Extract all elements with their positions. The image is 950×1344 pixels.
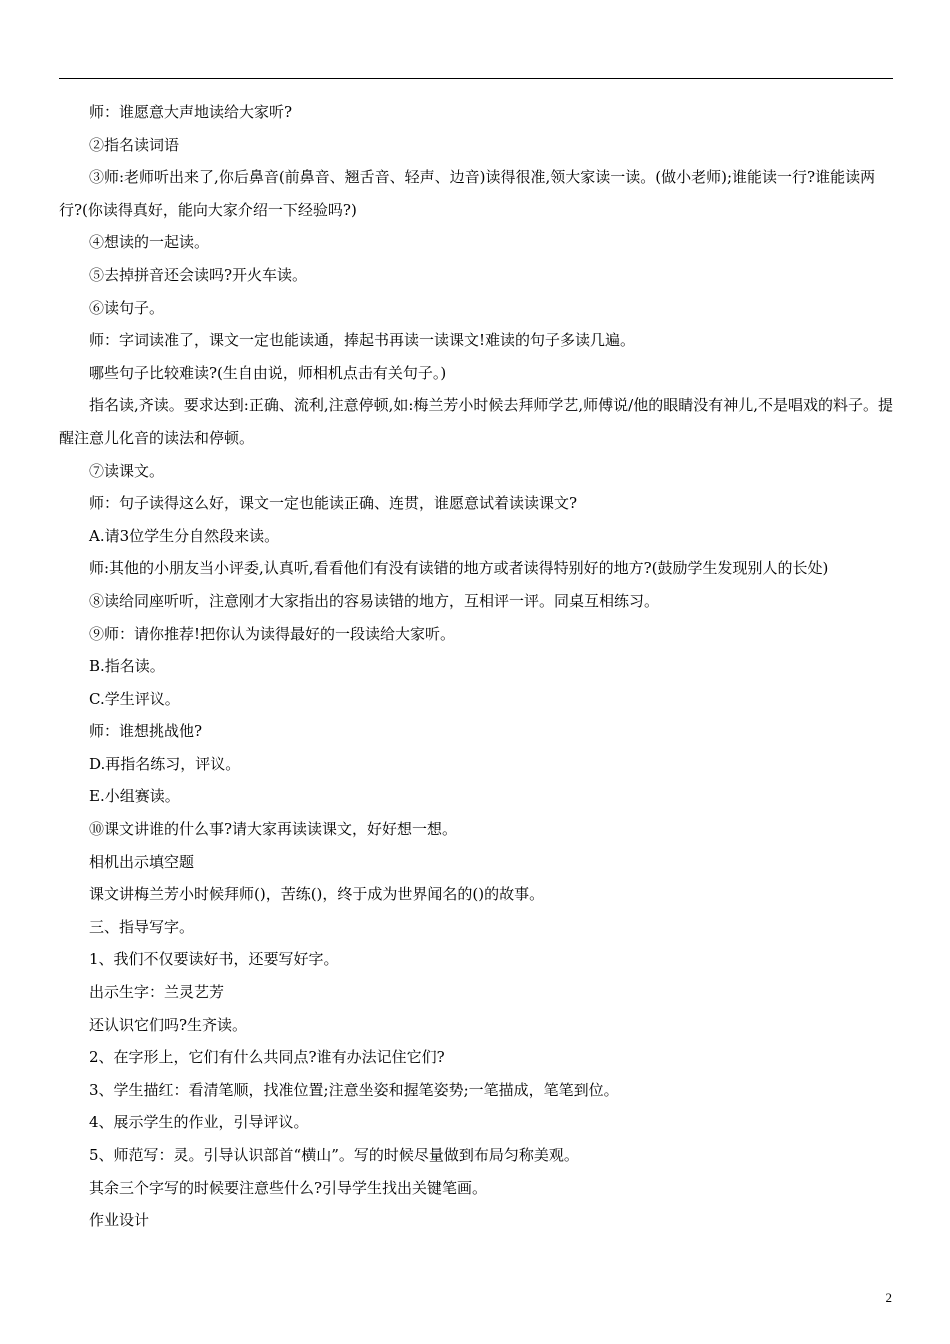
paragraph: 师:其他的小朋友当小评委,认真听,看看他们有没有读错的地方或者读得特别好的地方?(鼓励学生发现别人的长处) [89,559,829,578]
paragraph: 哪些句子比较难读?(生自由说，师相机点击有关句子。) [89,363,447,382]
paragraph: 5、师范写：灵。引导认识部首“横山”。写的时候尽量做到布局匀称美观。 [89,1146,579,1164]
paragraph: ⑤去掉拼音还会读吗?开火车读。 [89,265,308,284]
paragraph: 出示生字：兰灵艺芳 [89,983,225,1002]
paragraph: 指名读,齐读。要求达到:正确、流利,注意停顿,如:梅兰芳小时候去拜师学艺,师傅说/他的眼睛没有神儿,不是唱戏的料子。提醒注意儿化音的读法和停顿。 [59,396,894,447]
paragraph: 3、学生描红：看清笔顺，找准位置;注意坐姿和握笔姿势;一笔描成，笔笔到位。 [89,1080,619,1099]
document-body [59,96,893,1237]
paragraph: ④想读的一起读。 [89,233,210,252]
paragraph: ⑥读句子。 [89,298,165,317]
paragraph: ⑦读课文。 [89,461,165,480]
section-heading: 三、指导写字。 [89,917,195,936]
paragraph: 课文讲梅兰芳小时候拜师()，苦练()，终于成为世界闻名的()的故事。 [89,885,545,904]
section-heading: 作业设计 [89,1211,150,1230]
paragraph: 师：谁想挑战他? [89,722,203,741]
paragraph: 师：字词读准了，课文一定也能读通，捧起书再读一读课文!难读的句子多读几遍。 [89,331,636,350]
header-rule [59,78,893,79]
paragraph: 1、我们不仅要读好书，还要写好字。 [89,950,339,969]
paragraph: ②指名读词语 [89,135,180,154]
paragraph: 师：句子读得这么好，课文一定也能读正确、连贯，谁愿意试着读读课文? [89,494,578,513]
paragraph: 其余三个字写的时候要注意些什么?引导学生找出关键笔画。 [89,1178,488,1197]
paragraph: 4、展示学生的作业，引导评议。 [89,1113,309,1132]
paragraph: 还认识它们吗?生齐读。 [89,1015,248,1034]
paragraph: ⑧读给同座听听，注意刚才大家指出的容易读错的地方，互相评一评。同桌互相练习。 [89,591,660,610]
paragraph: 相机出示填空题 [89,852,195,871]
paragraph: D.再指名练习，评议。 [89,754,241,773]
paragraph: C.学生评议。 [89,689,180,708]
paragraph: E.小组赛读。 [89,787,180,806]
paragraph: B.指名读。 [89,657,165,676]
paragraph: A.请3位学生分自然段来读。 [89,526,280,545]
paragraph: 2、在字形上，它们有什么共同点?谁有办法记住它们? [89,1048,445,1067]
paragraph: ③师:老师听出来了,你后鼻音(前鼻音、翘舌音、轻声、边音)读得很准,领大家读一读。(做小老师);谁能读一行?谁能读两行?(你读得真好，能向大家介绍一下经验吗?) [59,168,876,219]
paragraph: ⑨师：请你推荐!把你认为读得最好的一段读给大家听。 [89,624,456,643]
paragraph: ⑩课文讲谁的什么事?请大家再读读课文，好好想一想。 [89,820,458,839]
page-number: 2 [885,1290,892,1305]
paragraph: 师：谁愿意大声地读给大家听? [89,103,293,121]
